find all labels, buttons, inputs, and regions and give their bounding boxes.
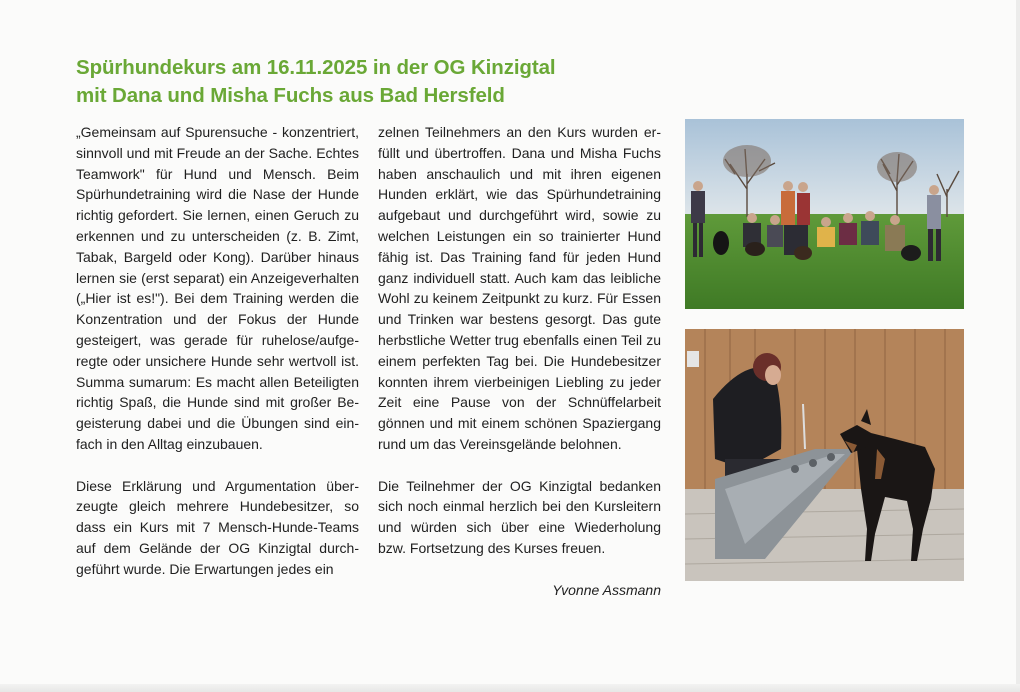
title-line-2: mit Dana und Misha Fuchs aus Bad Hersfeld [76, 84, 505, 107]
article-title [76, 54, 636, 110]
text-column-1 [76, 122, 359, 600]
author-signature: Yvonne Assmann [552, 581, 661, 598]
paragraph-experience: zelnen Teilnehmers an den Kurs wurden erfüllt und übertroffen. Dana und Misha Fuchs haben anschaulich und mit ihren eigenen Hunden erklärt, wie das Spürhundetraining aufgebaut und durchgeführt wird, sowie zu welchen Leistungen ein so trainierter Hund fähig ist. Das Training fand für jeden Hund ganz individuell statt. Auch kam das leibliche Wohl zu keinem Zeitpunkt zu kurz. Für Essen und Trinken war bestens gesorgt. Das gute herbstliche Wetter trug ebenfalls einen Teil zu einem perfekten Tag bei. Die Hundebesitzer konnten ihrem vierbeinigen Liebling zu jeder Zeit eine Pause von der Schnüffelarbeit gönnen und mit einem schönen Spaziergang rund um das Vereinsgelände belohnen. [378, 124, 661, 452]
paragraph-intro: „Gemeinsam auf Spurensuche - konzentriert, sinnvoll und mit Freude an der Sache. Echtes Teamwork" für Hund und Mensch. Beim Spürhundetraining wird die Nase der Hunde richtig gefordert. Sie lernen, einen Geruch zu erkennen und zu unterscheiden (z. B. Zimt, Tabak, Bargeld oder Kong). Darüber hinaus lernen sie (erst separat) ein Anzeigeverhalten („Hier ist es!"). Bei dem Training werden die Konzentration und der Fokus der Hunde gesteigert, was gerade für ruhelose/aufgeregte oder unsichere Hunde sehr wertvoll ist. Summa sumarum: Es macht allen Beteiligten richtig Spaß, die Hunde sind mit großer Begeisterung dabei und die Übungen sind einfach in den Alltag einzubauen. [76, 124, 359, 452]
training-photo [685, 329, 964, 581]
paragraph-course: Diese Erklärung und Argumentation überzeugte gleich mehrere Hundebesitzer, so dass ein Kurs mit 7 Mensch-Hunde-Teams auf dem Gelände der OG Kinzigtal durchgeführt wurde. Die Erwartungen jedes ein [76, 477, 359, 577]
title-line-1: Spürhundekurs am 16.11.2025 in der OG Kinzigtal [76, 56, 556, 79]
text-column-2 [378, 122, 661, 621]
page-edge-bottom [0, 684, 1020, 692]
page-edge-right [1016, 0, 1020, 692]
group-photo [685, 119, 964, 309]
paragraph-thanks: Die Teilnehmer der OG Kinzigtal bedanken sich noch einmal herzlich bei den Kursleitern und würden sich über eine Wiederholung bzw. Fortsetzung des Kurses freuen. [378, 477, 661, 556]
